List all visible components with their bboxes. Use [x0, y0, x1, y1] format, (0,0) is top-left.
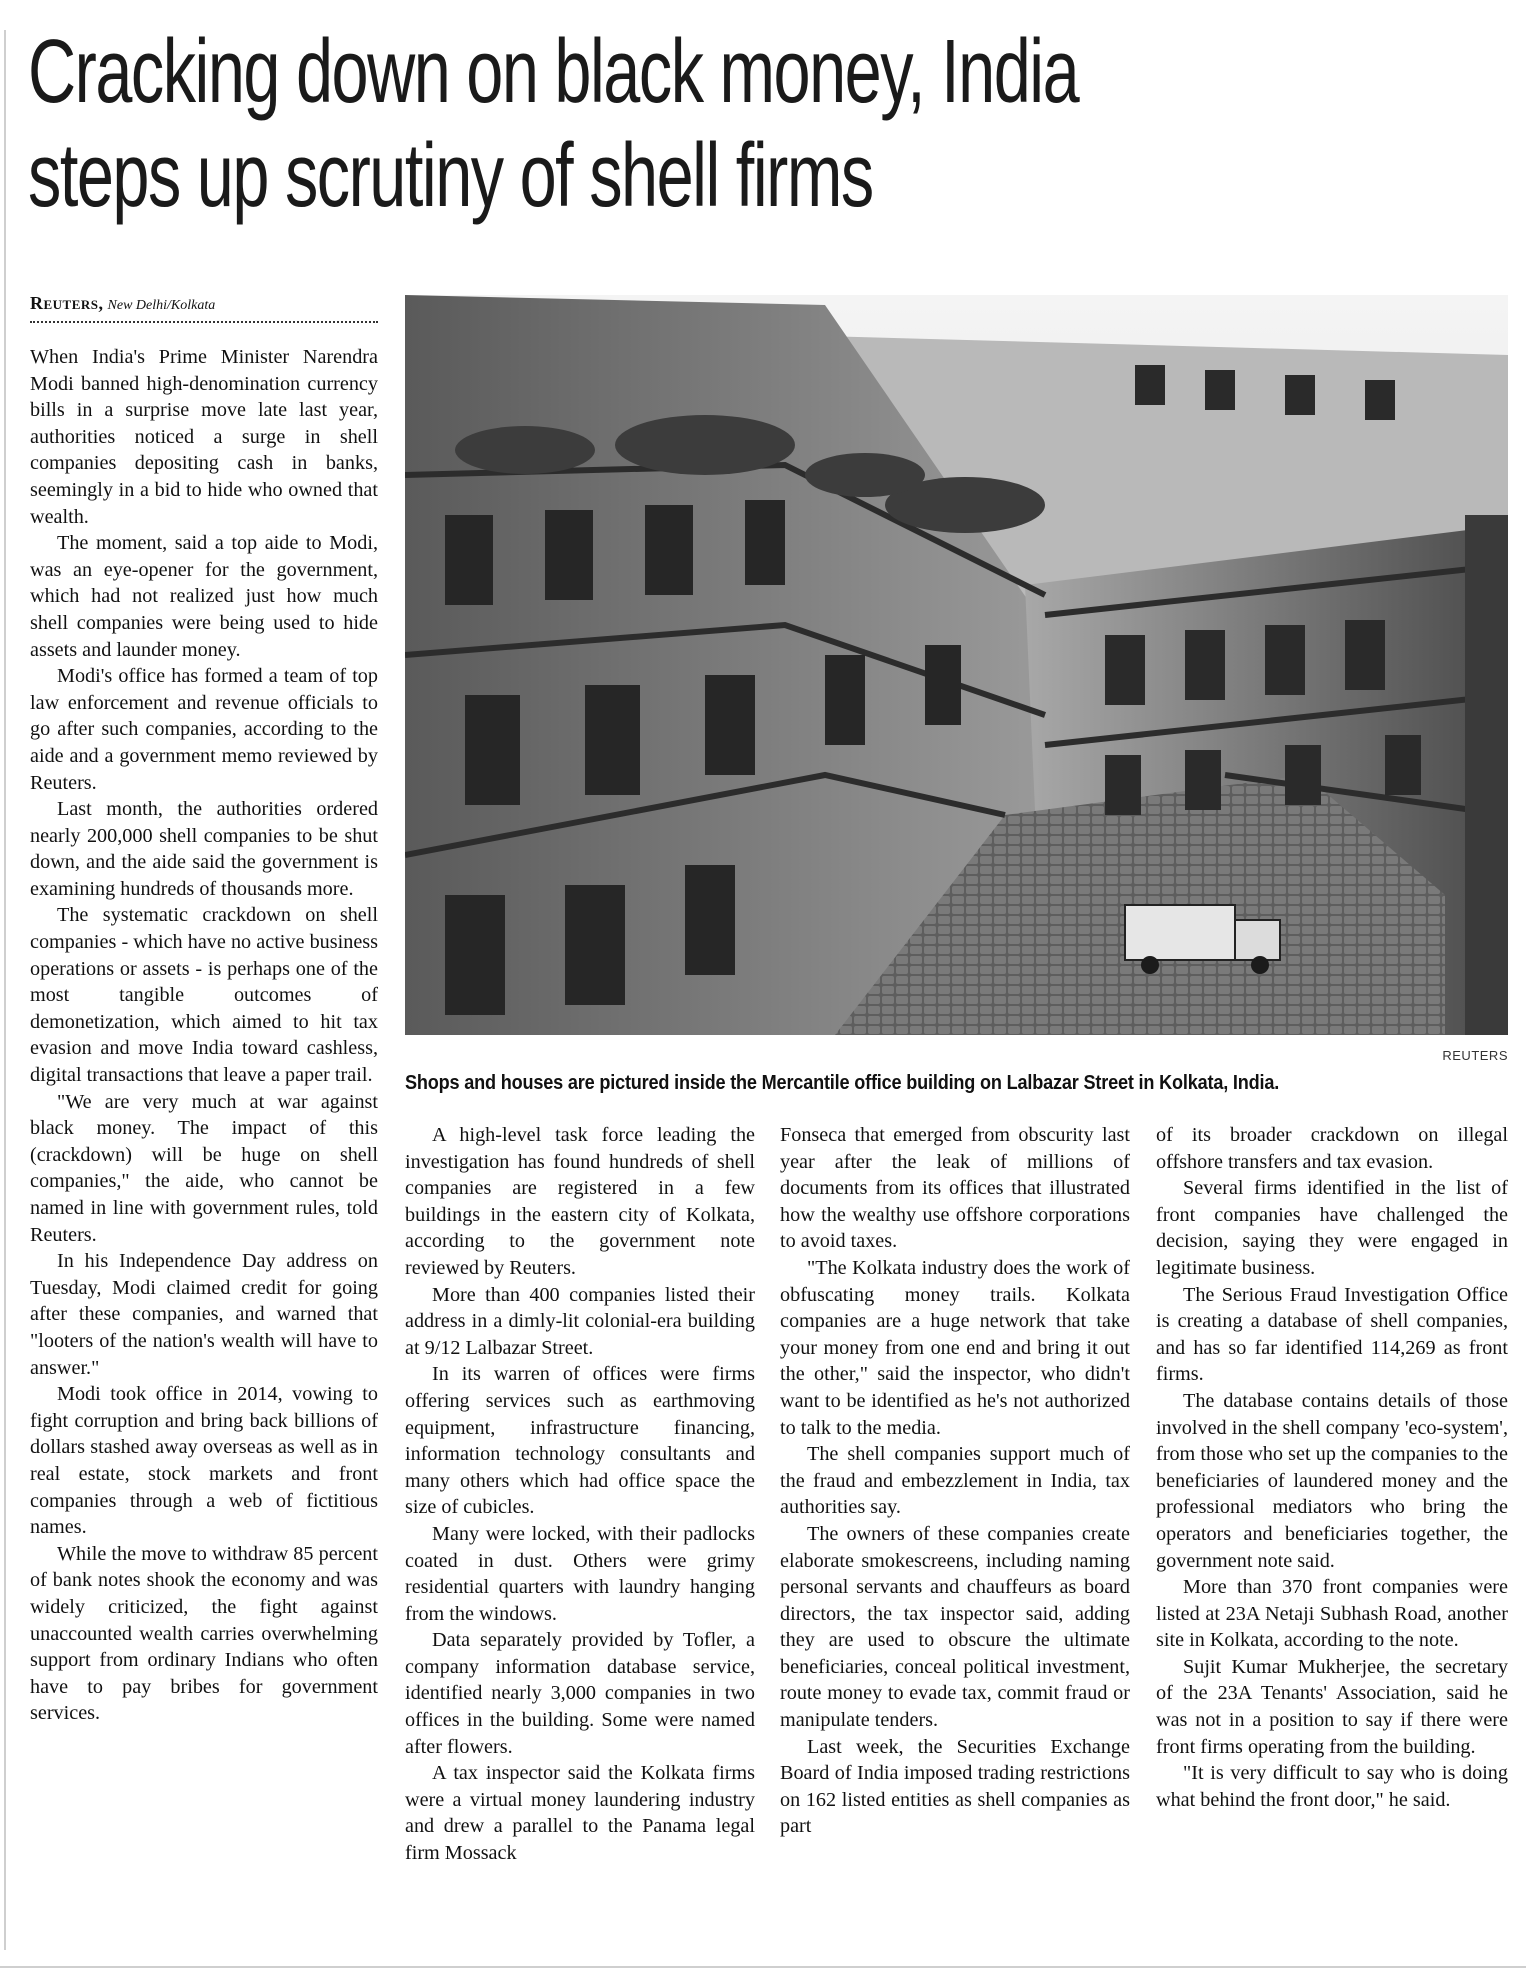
paragraph: Fonseca that emerged from obscurity last year after the leak of millions of documents from its offices that illustrated how the wealthy use offshore corporations to avoid taxes. [780, 1124, 1130, 1253]
paragraph: The moment, said a top aide to Modi, was an eye-opener for the government, which had not realized just how much shell companies were being used to hide assets and launder money. [30, 532, 378, 661]
news-photo [405, 295, 1508, 1035]
paragraph: Modi's office has formed a team of top law enforcement and revenue officials to go after such companies, according to the aide and a government memo reviewed by Reuters. [30, 665, 378, 794]
headline-line-2: steps up scrutiny of shell firms [28, 126, 873, 226]
headline-line-1: Cracking down on black money, India [28, 22, 1079, 122]
paragraph: While the move to withdraw 85 percent of bank notes shook the economy and was widely criticized, the fight against unaccounted wealth carries overwhelming support from ordinary Indians who often have to pay bribes for government services. [30, 1542, 378, 1725]
article-column-1 [30, 344, 378, 1727]
paragraph: "We are very much at war against black money. The impact of this (crackdown) will be huge on shell companies," the aide, who cannot be named in line with government rules, told Reuters. [30, 1090, 378, 1246]
byline-location: New Delhi/Kolkata [107, 298, 216, 313]
paragraph: "It is very difficult to say who is doing what behind the front door," he said. [1156, 1762, 1508, 1811]
photo-credit: REUTERS [1442, 1048, 1508, 1063]
paragraph: The Serious Fraud Investigation Office is creating a database of shell companies, and has so far identified 114,269 as front firms. [1156, 1283, 1508, 1386]
byline [30, 293, 378, 323]
paragraph: A tax inspector said the Kolkata firms were a virtual money laundering industry and drew a parallel to the Panama legal firm Mossack [405, 1762, 755, 1865]
paragraph: Last month, the authorities ordered nearly 200,000 shell companies to be shut down, and the aide said the government is examining hundreds of thousands more. [30, 798, 378, 900]
article-column-3 [780, 1122, 1130, 1840]
paragraph: The database contains details of those involved in the shell company 'eco-system', from those who set up the companies to the beneficiaries of laundered money and the professional mediators who bring the operators and beneficiaries together, the government note said. [1156, 1389, 1508, 1572]
paragraph: More than 400 companies listed their address in a dimly-lit colonial-era building at 9/12 Lalbazar Street. [405, 1283, 755, 1359]
page-bottom-rule [0, 1966, 1526, 1968]
paragraph: In its warren of offices were firms offering services such as earthmoving equipment, infrastructure financing, information technology consultants and many others which had office space the size of cubicles. [405, 1363, 755, 1519]
paragraph: The shell companies support much of the fraud and embezzlement in India, tax authorities say. [780, 1443, 1130, 1519]
paragraph: More than 370 front companies were listed at 23A Netaji Subhash Road, another site in Kolkata, according to the note. [1156, 1576, 1508, 1652]
byline-agency: Reuters, [30, 293, 104, 313]
page-edge-rule [4, 30, 6, 1950]
paragraph: In his Independence Day address on Tuesday, Modi claimed credit for going after these companies, and warned that "looters of the nation's wealth will have to answer." [30, 1250, 378, 1379]
paragraph: Sujit Kumar Mukherjee, the secretary of the 23A Tenants' Association, said he was not in a position to say if there were front firms operating from the building. [1156, 1655, 1508, 1758]
article-column-2 [405, 1122, 755, 1867]
courtyard-building-photo [405, 295, 1508, 1035]
paragraph: Many were locked, with their padlocks coated in dust. Others were grimy residential quarters with laundry hanging from the windows. [405, 1522, 755, 1625]
paragraph: The owners of these companies create elaborate smokescreens, including naming personal servants and chauffeurs as board directors, the tax inspector said, adding they are used to obscure the ultimate beneficiaries, conceal political investment, route money to evade tax, commit fraud or manipulate tenders. [780, 1522, 1130, 1732]
paragraph: Modi took office in 2014, vowing to fight corruption and bring back billions of dollars stashed away overseas as well as in real estate, stock markets and front companies through a web of fictitious names. [30, 1383, 378, 1539]
photo-caption: Shops and houses are pictured inside the Mercantile office building on Lalbazar Street in Kolkata, India. [405, 1072, 1280, 1094]
paragraph: A high-level task force leading the investigation has found hundreds of shell companies are registered in a few buildings in the eastern city of Kolkata, according to the government note reviewed by Reuters. [405, 1124, 755, 1279]
paragraph: Last week, the Securities Exchange Board of India imposed trading restrictions on 162 listed entities as shell companies as part [780, 1735, 1130, 1838]
paragraph: of its broader crackdown on illegal offshore transfers and tax evasion. [1156, 1124, 1508, 1173]
paragraph: Data separately provided by Tofler, a company information database service, identified nearly 3,000 companies in two offices in the building. Some were named after flowers. [405, 1629, 755, 1758]
paragraph: "The Kolkata industry does the work of obfuscating money trails. Kolkata companies are a huge network that take your money from one end and bring it out the other," said the inspector, who didn't want to be identified as he's not authorized to talk to the media. [780, 1256, 1130, 1439]
paragraph: When India's Prime Minister Narendra Modi banned high-denomination currency bills in a surprise move late last year, authorities noticed a surge in shell companies depositing cash in banks, seemingly in a bid to hide who owned that wealth. [30, 346, 378, 528]
paragraph: Several firms identified in the list of front companies have challenged the decision, saying they were engaged in legitimate business. [1156, 1177, 1508, 1279]
paragraph: The systematic crackdown on shell companies - which have no active business operations or assets - is perhaps one of the most tangible outcomes of demonetization, which aimed to hit tax evasion and move India toward cashless, digital transactions that leave a paper trail. [30, 904, 378, 1087]
headline [28, 20, 1123, 228]
article-column-4 [1156, 1122, 1508, 1813]
